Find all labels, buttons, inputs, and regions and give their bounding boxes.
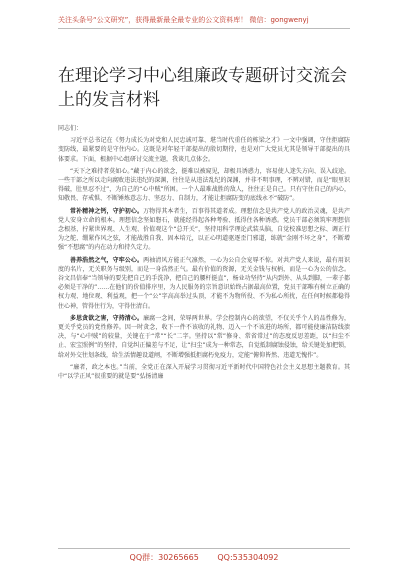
header-banner: 关注头条号“公文研究”，获得最新最全最专业的公文资料库！ 微信：gongwenyj <box>58 14 350 29</box>
paragraph: 习近平总书记在《努力成长为对党和人民忠诚可靠、堪当时代重任的栋梁之才》一文中强调，守住拒腐防变防线，最紧要的是守住内心。这既是对年轻干部提出的殷切期待，也是对广大党员尤其是领导干部提出的具体要求。下面，根据中心组研讨交流主题，我谈几点体会。 <box>58 137 350 163</box>
salutation: 同志们： <box>58 125 83 132</box>
paragraph-heading: 常补精神之钙，守护初心。 <box>70 207 144 215</box>
paragraph: “廉者，政之本也。”当前，全党正在深入开展学习贯彻习近平新时代中国特色社会主义思想主题教育。其中“以学正风”很重要的就是要“弘扬清廉 <box>58 363 350 381</box>
document-body <box>58 124 350 382</box>
paragraph: “天下之难持者莫如心。”藏于内心的欲念，挺难以被窥见，却极具诱惑力，容易使人迷失方向、误入歧途。一些干部之所以走向腐败违法违纪的深渊，往往是从违法乱纪的深渊，并非不明事理，不辨对错，而是“眼里识得破，肚里忍不过”，为自己的“心中贼”所困。一个人最难战胜的敌人，往往正是自己。只有守住自己的内心，知敬畏、存戒惧、不断锤炼意志力、坚忍力、自制力，才能让拒腐防变的底线永不“破防”。 <box>58 167 350 203</box>
document-title: 在理论学习中心组廉政专题研讨交流会上的发言材料 <box>58 66 347 110</box>
paragraph-heading: 善养浩然之气，守牢公心。 <box>70 256 144 264</box>
footer-contact <box>58 548 350 567</box>
footer-qq: QQ:535304092 <box>217 553 279 562</box>
paragraph: 善养浩然之气，守牢公心。两袖清风方能正气凛然，一心为公自会宠辱不惊。对共产党人来说，最有用识度的名片，无关职务与级别，而是一身浩然正气。最有价值的资源，无关金钱与权柄，而是一心为公的信念。谷文昌信奉“当领导的要先把自己的手洗净，把自己的腰杆挺直”，杨业功坚持“从内到外、从头到脚，一辈子都必须是干净的”……在他们的价值排序里，为人民服务的宗旨意识始终占据最高位置，党员干部唯有树立正确的权力观、地位观、利益观，把一个“公”字高高举过头顶，才能不为物所役、不为私心所扰，在任何时候都稳得住心神，管得住行为，守得住清白。 <box>58 256 350 310</box>
paragraph-heading: 多思贪欲之害，守持清心。 <box>70 314 144 322</box>
footer-qq-group: QQ群：30265665 <box>129 553 199 562</box>
paragraph: 常补精神之钙，守护初心。万物得其本者生，百事得其道者成。理想信念是共产党人的政治灵魂，是共产党人安身立命的根本。理想信念坚如磐石，就能经得起各种考验、抵得住各种诱惑。党员干部必须筑牢理想信念根基，拧紧世界观、人生观、价值观这个“总开关”，坚持用科学理论武装头脑，自觉校准思想之标、调正行为之舵、绷紧作风之弦，才能战胜自我、固本培元，以正心明道驱逐歪门邪道，练就“金刚不坏之身”，不断增强“不想腐”的内在动力和持久定力。 <box>58 207 350 252</box>
paragraph: 多思贪欲之害，守持清心。廉腐一念间，荣辱两世界。学会控制内心的欲望，不仅关乎个人的品性修为，更关乎党员的党性修养。因一时贪念，收下一件不该收的礼物、迈入一个不该进的场所，都可能使廉洁防线溃决，与“心中贼”的较量，关键在于“常”“长”二字。坚持以“常”修身、常省常过”的态度反思差距，以“扫尘不止、宏宝照例”的坚持，自觉纠正偏差与不足，让“扫尘”成为一种常态，自觉抵制腐蚀侵蚀，给关键处加把锁，给对外交往划条线，给生活情趣设道闸，不断增强抵拒腐朽免疫力，定能“俯仰皆然、违道无愧作”。 <box>58 314 350 359</box>
